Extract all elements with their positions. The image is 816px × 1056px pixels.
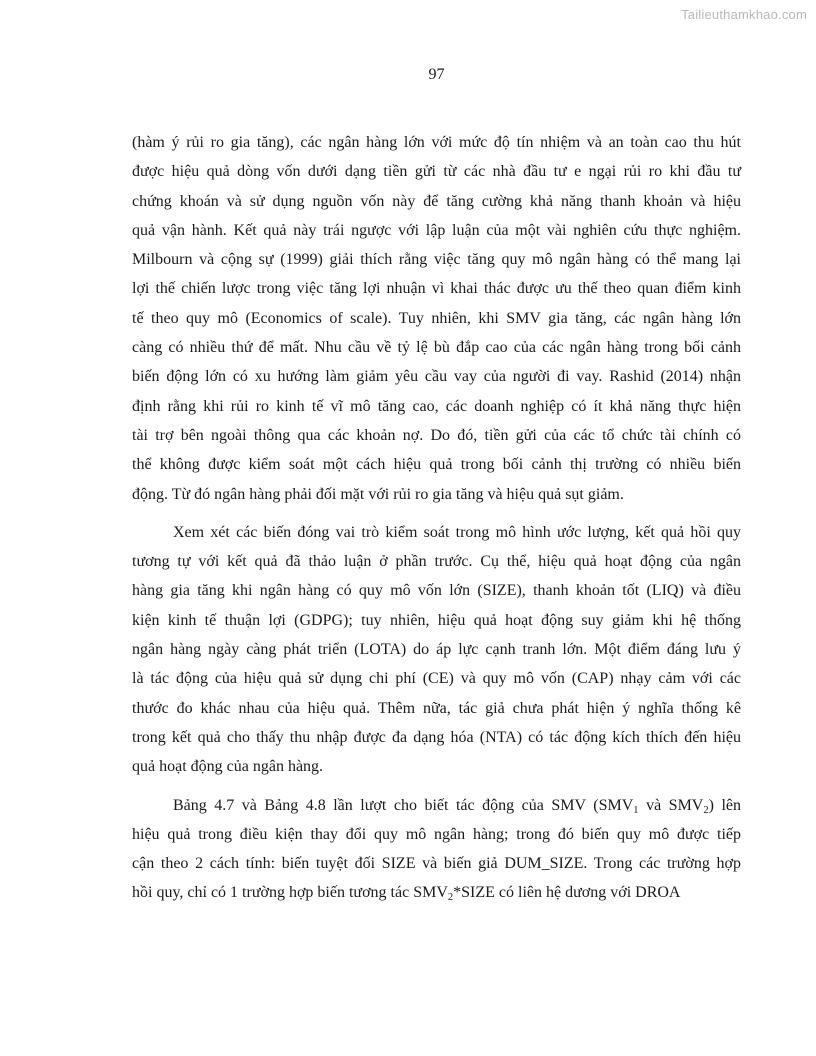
text-line: được hiệu quả dòng vốn dưới dạng tiền gửi từ các nhà đầu tư e ngại rủi ro khi đầu tư bbox=[132, 163, 741, 181]
text-line: quả hoạt động của ngân hàng. bbox=[132, 758, 324, 776]
text-line: biến động lớn có xu hướng làm giảm yêu cầu vay của người đi vay. Rashid (2014) nhận bbox=[132, 368, 741, 386]
text-line: tài trợ bên ngoài thông qua các khoản nợ. Do đó, tiền gửi của các tổ chức tài chính có bbox=[132, 426, 741, 444]
text-line: lợi thế chiến lược trong việc tăng lợi nhuận vì khai thác được ưu thế theo quan điểm kinh bbox=[132, 280, 741, 298]
watermark: Tailieuthamkhao.com bbox=[681, 7, 807, 22]
text-line: là tác động của hiệu quả sử dụng chi phí (CE) và quy mô vốn (CAP) nhạy cảm với các bbox=[132, 670, 741, 688]
text-line: quả vận hành. Kết quả này trái ngược với lập luận của một vài nghiên cứu thực nghiệm. bbox=[132, 221, 741, 239]
text-line: trong kết quả cho thấy thu nhập được đa dạng hóa (NTA) có tác động kích thích đến hiệu bbox=[132, 728, 741, 746]
text-run: *SIZE có liên hệ dương với DROA bbox=[453, 884, 681, 902]
text-line: Milbourn và cộng sự (1999) giải thích rằng việc tăng quy mô ngân hàng có thể mang lại bbox=[132, 251, 741, 269]
text-line: kiện kinh tế thuận lợi (GDPG); tuy nhiên, hiệu quả hoạt động suy giảm khi hệ thống bbox=[132, 611, 741, 629]
text-line bbox=[132, 820, 741, 849]
text-run: cận theo 2 cách tính: biến tuyệt đối SIZE và biến giả DUM_SIZE. Trong các trường hợp bbox=[132, 855, 741, 873]
text-line: hàng gia tăng khi ngân hàng có quy mô vốn lớn (SIZE), thanh khoản tốt (LIQ) và điều bbox=[132, 582, 741, 600]
text-run: ) lên bbox=[708, 796, 742, 814]
text-line: thể không được kiểm soát một cách hiệu quả trong bối cảnh thị trường có nhiều biến bbox=[132, 456, 741, 474]
text-run: và SMV bbox=[638, 796, 704, 814]
text-line: Xem xét các biến đóng vai trò kiểm soát trong mô hình ước lượng, kết quả hồi quy bbox=[173, 523, 741, 541]
text-run: hiệu quả trong điều kiện thay đổi quy mô ngân hàng; trong đó biến quy mô được tiếp bbox=[132, 825, 741, 843]
text-line: thước đo khác nhau của hiệu quả. Thêm nữa, tác giả chưa phát hiện ý nghĩa thống kê bbox=[132, 699, 741, 717]
text-run: hồi quy, chỉ có 1 trường hợp biến tương tác SMV bbox=[132, 884, 448, 902]
text-line: ngân hàng ngày càng phát triển (LOTA) do áp lực cạnh tranh lớn. Một điểm đáng lưu ý bbox=[132, 641, 741, 659]
paragraph-3 bbox=[132, 791, 741, 908]
paragraph-1 bbox=[132, 128, 741, 509]
text-line bbox=[132, 791, 741, 820]
text-line: động. Từ đó ngân hàng phải đối mặt với rủi ro gia tăng và hiệu quả sụt giảm. bbox=[132, 485, 624, 503]
text-line bbox=[132, 878, 741, 907]
text-run: Bảng 4.7 và Bảng 4.8 lần lượt cho biết tác động của SMV (SMV bbox=[173, 796, 634, 814]
text-line: càng có nhiều thứ để mất. Nhu cầu về tỷ lệ bù đắp cao của các ngân hàng trong bối cảnh bbox=[132, 339, 741, 357]
subscript: 1 bbox=[633, 804, 639, 816]
text-line: định rằng khi rủi ro kinh tế vĩ mô tăng cao, các doanh nghiệp có ít khả năng thực hiện bbox=[132, 397, 741, 415]
body-text bbox=[132, 128, 741, 908]
paragraph-2 bbox=[132, 518, 741, 782]
text-line: chứng khoán và sử dụng nguồn vốn này để tăng cường khả năng thanh khoản và hiệu bbox=[132, 192, 741, 210]
subscript: 2 bbox=[703, 804, 709, 816]
page-number: 97 bbox=[428, 66, 445, 83]
subscript: 2 bbox=[447, 892, 454, 904]
text-line: tế theo quy mô (Economics of scale). Tuy nhiên, khi SMV gia tăng, các ngân hàng lớn bbox=[132, 309, 741, 327]
text-line: tương tự với kết quả đã thảo luận ở phần trước. Cụ thể, hiệu quả hoạt động của ngân bbox=[132, 553, 741, 571]
text-line bbox=[132, 849, 741, 878]
text-line: (hàm ý rủi ro gia tăng), các ngân hàng lớn với mức độ tín nhiệm và an toàn cao thu hút bbox=[132, 134, 741, 151]
